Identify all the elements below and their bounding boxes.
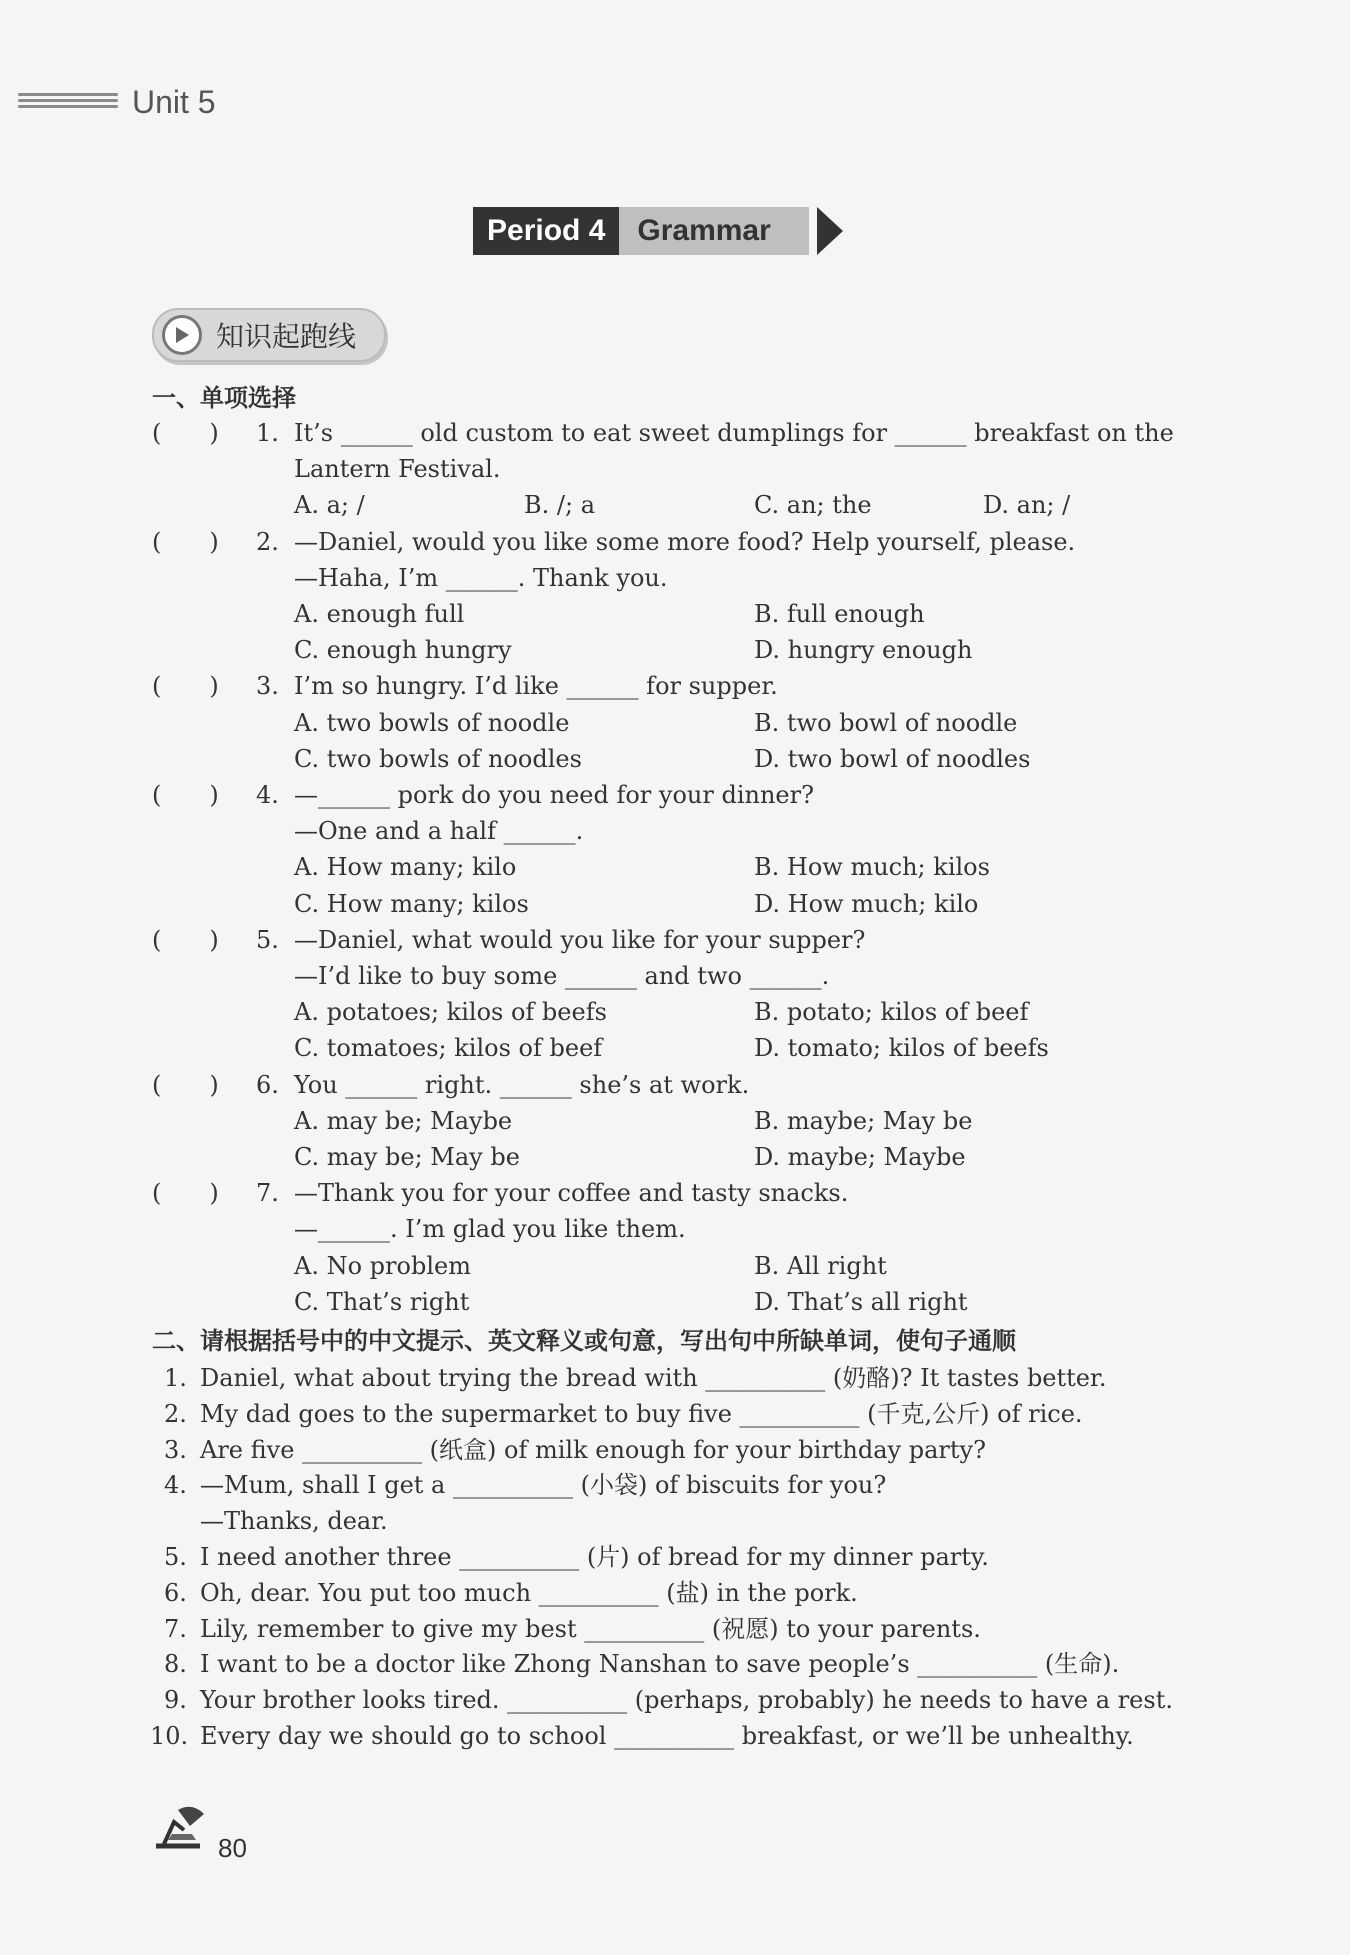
item-number: 5. <box>164 1543 187 1571</box>
lamp-icon <box>150 1800 210 1850</box>
fill-in-sentence: —Thanks, dear. <box>200 1507 388 1536</box>
item-number: 3. <box>164 1435 187 1464</box>
option[interactable]: D. hungry enough <box>754 636 973 665</box>
option[interactable]: A. a; / <box>294 491 365 520</box>
banner-arrow-icon <box>817 207 843 255</box>
option[interactable]: D. maybe; Maybe <box>754 1143 966 1171</box>
fill-in-sentence: I need another three __________ (片) of bread for my dinner party. <box>200 1543 989 1571</box>
option[interactable]: B. potato; kilos of beef <box>754 998 1029 1027</box>
section-pill <box>152 308 386 362</box>
question-number: 3. <box>256 672 279 701</box>
period-banner <box>473 207 843 255</box>
item-number: 10. <box>150 1722 189 1750</box>
question-text: Lantern Festival. <box>294 455 501 484</box>
item-number: 8. <box>164 1650 187 1679</box>
header-lines-decoration <box>18 90 118 114</box>
answer-bracket[interactable]: ( ) <box>152 1070 219 1099</box>
option[interactable]: A. potatoes; kilos of beefs <box>294 998 607 1027</box>
unit-header <box>18 80 216 124</box>
item-number: 7. <box>164 1614 187 1643</box>
option[interactable]: D. two bowl of noodles <box>754 744 1031 773</box>
item-number: 9. <box>164 1686 187 1715</box>
section2-title: 二、请根据括号中的中文提示、英文释义或句意，写出句中所缺单词，使句子通顺 <box>152 1327 1016 1355</box>
question-number: 6. <box>256 1070 279 1099</box>
question-text: It’s ______ old custom to eat sweet dumplings for ______ breakfast on the <box>294 419 1174 447</box>
question-text: —Thank you for your coffee and tasty snacks. <box>294 1179 849 1208</box>
option[interactable]: D. an; / <box>983 491 1071 520</box>
question-text: —Daniel, would you like some more food? Help yourself, please. <box>294 527 1076 556</box>
option[interactable]: A. enough full <box>294 600 465 628</box>
item-number: 1. <box>164 1364 187 1392</box>
item-number: 6. <box>164 1578 187 1607</box>
period-topic: Grammar <box>619 207 808 255</box>
fill-in-sentence: I want to be a doctor like Zhong Nanshan to save people’s __________ (生命). <box>200 1650 1120 1679</box>
option[interactable]: C. may be; May be <box>294 1143 520 1171</box>
answer-bracket[interactable]: ( ) <box>152 672 219 701</box>
option[interactable]: A. No problem <box>294 1251 471 1280</box>
question-text: —Daniel, what would you like for your supper? <box>294 925 866 954</box>
question-number: 2. <box>256 527 279 556</box>
fill-in-sentence: Oh, dear. You put too much __________ (盐) in the pork. <box>200 1578 858 1607</box>
item-number: 2. <box>164 1399 187 1428</box>
option[interactable]: C. How many; kilos <box>294 889 529 918</box>
option[interactable]: C. an; the <box>754 491 872 520</box>
option[interactable]: A. two bowls of noodle <box>294 708 570 737</box>
fill-in-sentence: —Mum, shall I get a __________ (小袋) of biscuits for you? <box>200 1471 887 1500</box>
question-number: 1. <box>256 419 279 447</box>
option[interactable]: A. How many; kilo <box>294 853 517 882</box>
answer-bracket[interactable]: ( ) <box>152 781 219 809</box>
page-number: 80 <box>218 1833 247 1863</box>
question-text: —Haha, I’m ______. Thank you. <box>294 563 668 592</box>
question-text: —______ pork do you need for your dinner? <box>294 781 814 809</box>
question-number: 7. <box>256 1179 279 1208</box>
option[interactable]: B. maybe; May be <box>754 1106 973 1135</box>
answer-bracket[interactable]: ( ) <box>152 527 219 556</box>
fill-in-sentence: Every day we should go to school __________ breakfast, or we’ll be unhealthy. <box>200 1722 1134 1750</box>
play-icon <box>162 315 202 355</box>
question-text: —______. I’m glad you like them. <box>294 1215 686 1244</box>
option[interactable]: C. That’s right <box>294 1287 470 1316</box>
option[interactable]: B. full enough <box>754 600 925 628</box>
question-text: —I’d like to buy some ______ and two ______. <box>294 962 830 990</box>
option[interactable]: B. /; a <box>524 491 596 520</box>
fill-in-sentence: My dad goes to the supermarket to buy five __________ (千克,公斤) of rice. <box>200 1399 1083 1428</box>
option[interactable]: B. two bowl of noodle <box>754 708 1018 737</box>
question-text: You ______ right. ______ she’s at work. <box>294 1070 750 1099</box>
question-number: 5. <box>256 925 279 954</box>
answer-bracket[interactable]: ( ) <box>152 1179 219 1208</box>
section1-title: 一、单项选择 <box>152 384 296 412</box>
pill-label: 知识起跑线 <box>216 320 357 353</box>
unit-title: Unit 5 <box>132 83 216 120</box>
option[interactable]: D. tomato; kilos of beefs <box>754 1034 1049 1063</box>
answer-bracket[interactable]: ( ) <box>152 925 219 954</box>
question-text: —One and a half ______. <box>294 817 584 846</box>
item-number: 4. <box>164 1471 187 1500</box>
option[interactable]: A. may be; Maybe <box>294 1106 513 1135</box>
option[interactable]: C. two bowls of noodles <box>294 744 582 773</box>
fill-in-sentence: Lily, remember to give my best __________ (祝愿) to your parents. <box>200 1614 981 1643</box>
option[interactable]: D. How much; kilo <box>754 889 979 918</box>
fill-in-sentence: Daniel, what about trying the bread with __________ (奶酪)? It tastes better. <box>200 1364 1107 1392</box>
option[interactable]: D. That’s all right <box>754 1287 968 1316</box>
option[interactable]: B. How much; kilos <box>754 853 990 882</box>
question-number: 4. <box>256 781 279 809</box>
question-text: I’m so hungry. I’d like ______ for supper. <box>294 672 778 701</box>
period-label: Period 4 <box>473 207 619 255</box>
option[interactable]: B. All right <box>754 1251 887 1280</box>
answer-bracket[interactable]: ( ) <box>152 419 219 447</box>
option[interactable]: C. enough hungry <box>294 636 512 665</box>
fill-in-sentence: Are five __________ (纸盒) of milk enough for your birthday party? <box>200 1435 986 1464</box>
option[interactable]: C. tomatoes; kilos of beef <box>294 1034 603 1063</box>
fill-in-sentence: Your brother looks tired. __________ (perhaps, probably) he needs to have a rest. <box>200 1686 1173 1715</box>
